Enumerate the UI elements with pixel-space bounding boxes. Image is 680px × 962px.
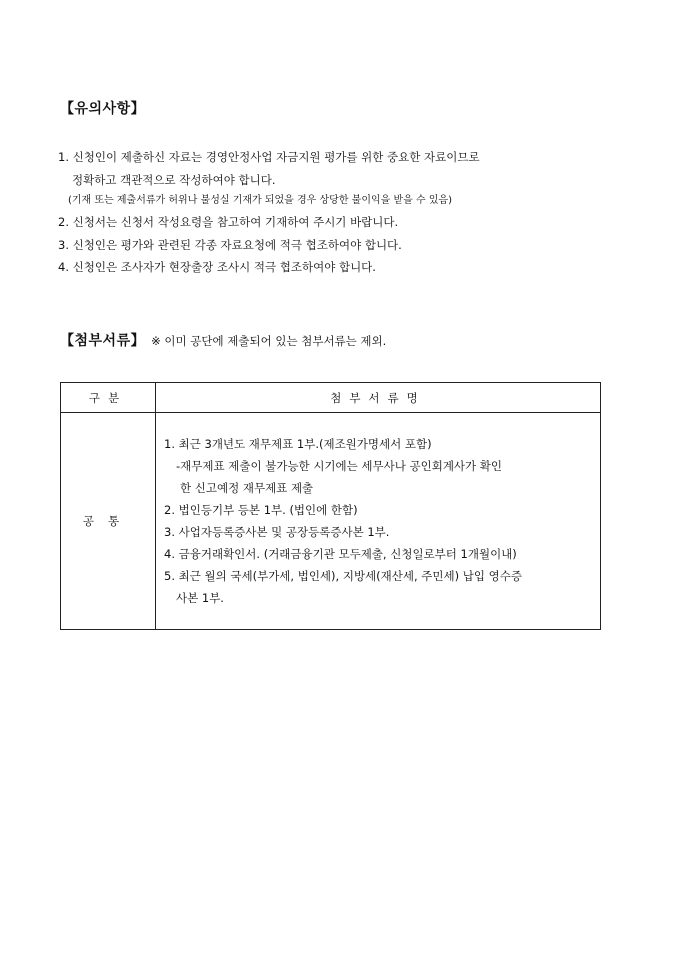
attachments-header [60, 330, 386, 350]
note-item-1-remark: (기재 또는 제출서류가 허위나 불성실 기재가 되었을 경우 상당한 불이익을 받을 수 있음) [68, 195, 453, 206]
notes-list [58, 146, 618, 279]
doc-item-4: 4. 금융거래확인서. (거래금융기관 모두제출, 신청일로부터 1개월이내) [164, 547, 517, 561]
table-header-row [61, 383, 601, 413]
header-docs: 첨부서류명 [156, 383, 601, 413]
division-cell: 공통 [61, 413, 156, 630]
note-item-3: 3. 신청인은 평가와 관련된 각종 자료요청에 적극 협조하여야 합니다. [58, 237, 402, 252]
doc-item-5-line-1: 5. 최근 월의 국세(부가세, 법인세), 지방세(재산세, 주민세) 납입 영수증 [164, 569, 522, 583]
doc-item-3: 3. 사업자등록증사본 및 공장등록증사본 1부. [164, 525, 390, 539]
docs-list-cell [156, 413, 601, 630]
note-item-1-line-2: 정확하고 객관적으로 작성하여야 합니다. [72, 172, 276, 187]
doc-item-1-sub-2: 한 신고예정 재무제표 제출 [180, 481, 314, 495]
attachments-notice: ※ 이미 공단에 제출되어 있는 첨부서류는 제외. [151, 334, 387, 348]
header-division: 구분 [61, 383, 156, 413]
note-item-1-line-1: 1. 신청인이 제출하신 자료는 경영안정사업 자금지원 평가를 위한 중요한 자료이므로 [58, 150, 480, 164]
attachments-table [60, 382, 601, 630]
table-row [61, 413, 601, 630]
doc-item-1-sub-1: -재무제표 제출이 불가능한 시기에는 세무사나 공인회계사가 확인 [176, 459, 503, 473]
doc-item-5-line-2: 사본 1부. [176, 591, 224, 605]
note-item-2: 2. 신청서는 신청서 작성요령을 참고하여 기재하여 주시기 바랍니다. [58, 215, 399, 229]
note-item-4: 4. 신청인은 조사자가 현장출장 조사시 적극 협조하여야 합니다. [58, 260, 376, 274]
attachments-title: 【첨부서류】 [60, 333, 146, 349]
doc-item-1: 1. 최근 3개년도 재무제표 1부.(제조원가명세서 포함) [164, 437, 432, 451]
doc-item-2: 2. 법인등기부 등본 1부. (법인에 한함) [164, 503, 358, 517]
notes-title: 【유의사항】 [60, 101, 146, 117]
